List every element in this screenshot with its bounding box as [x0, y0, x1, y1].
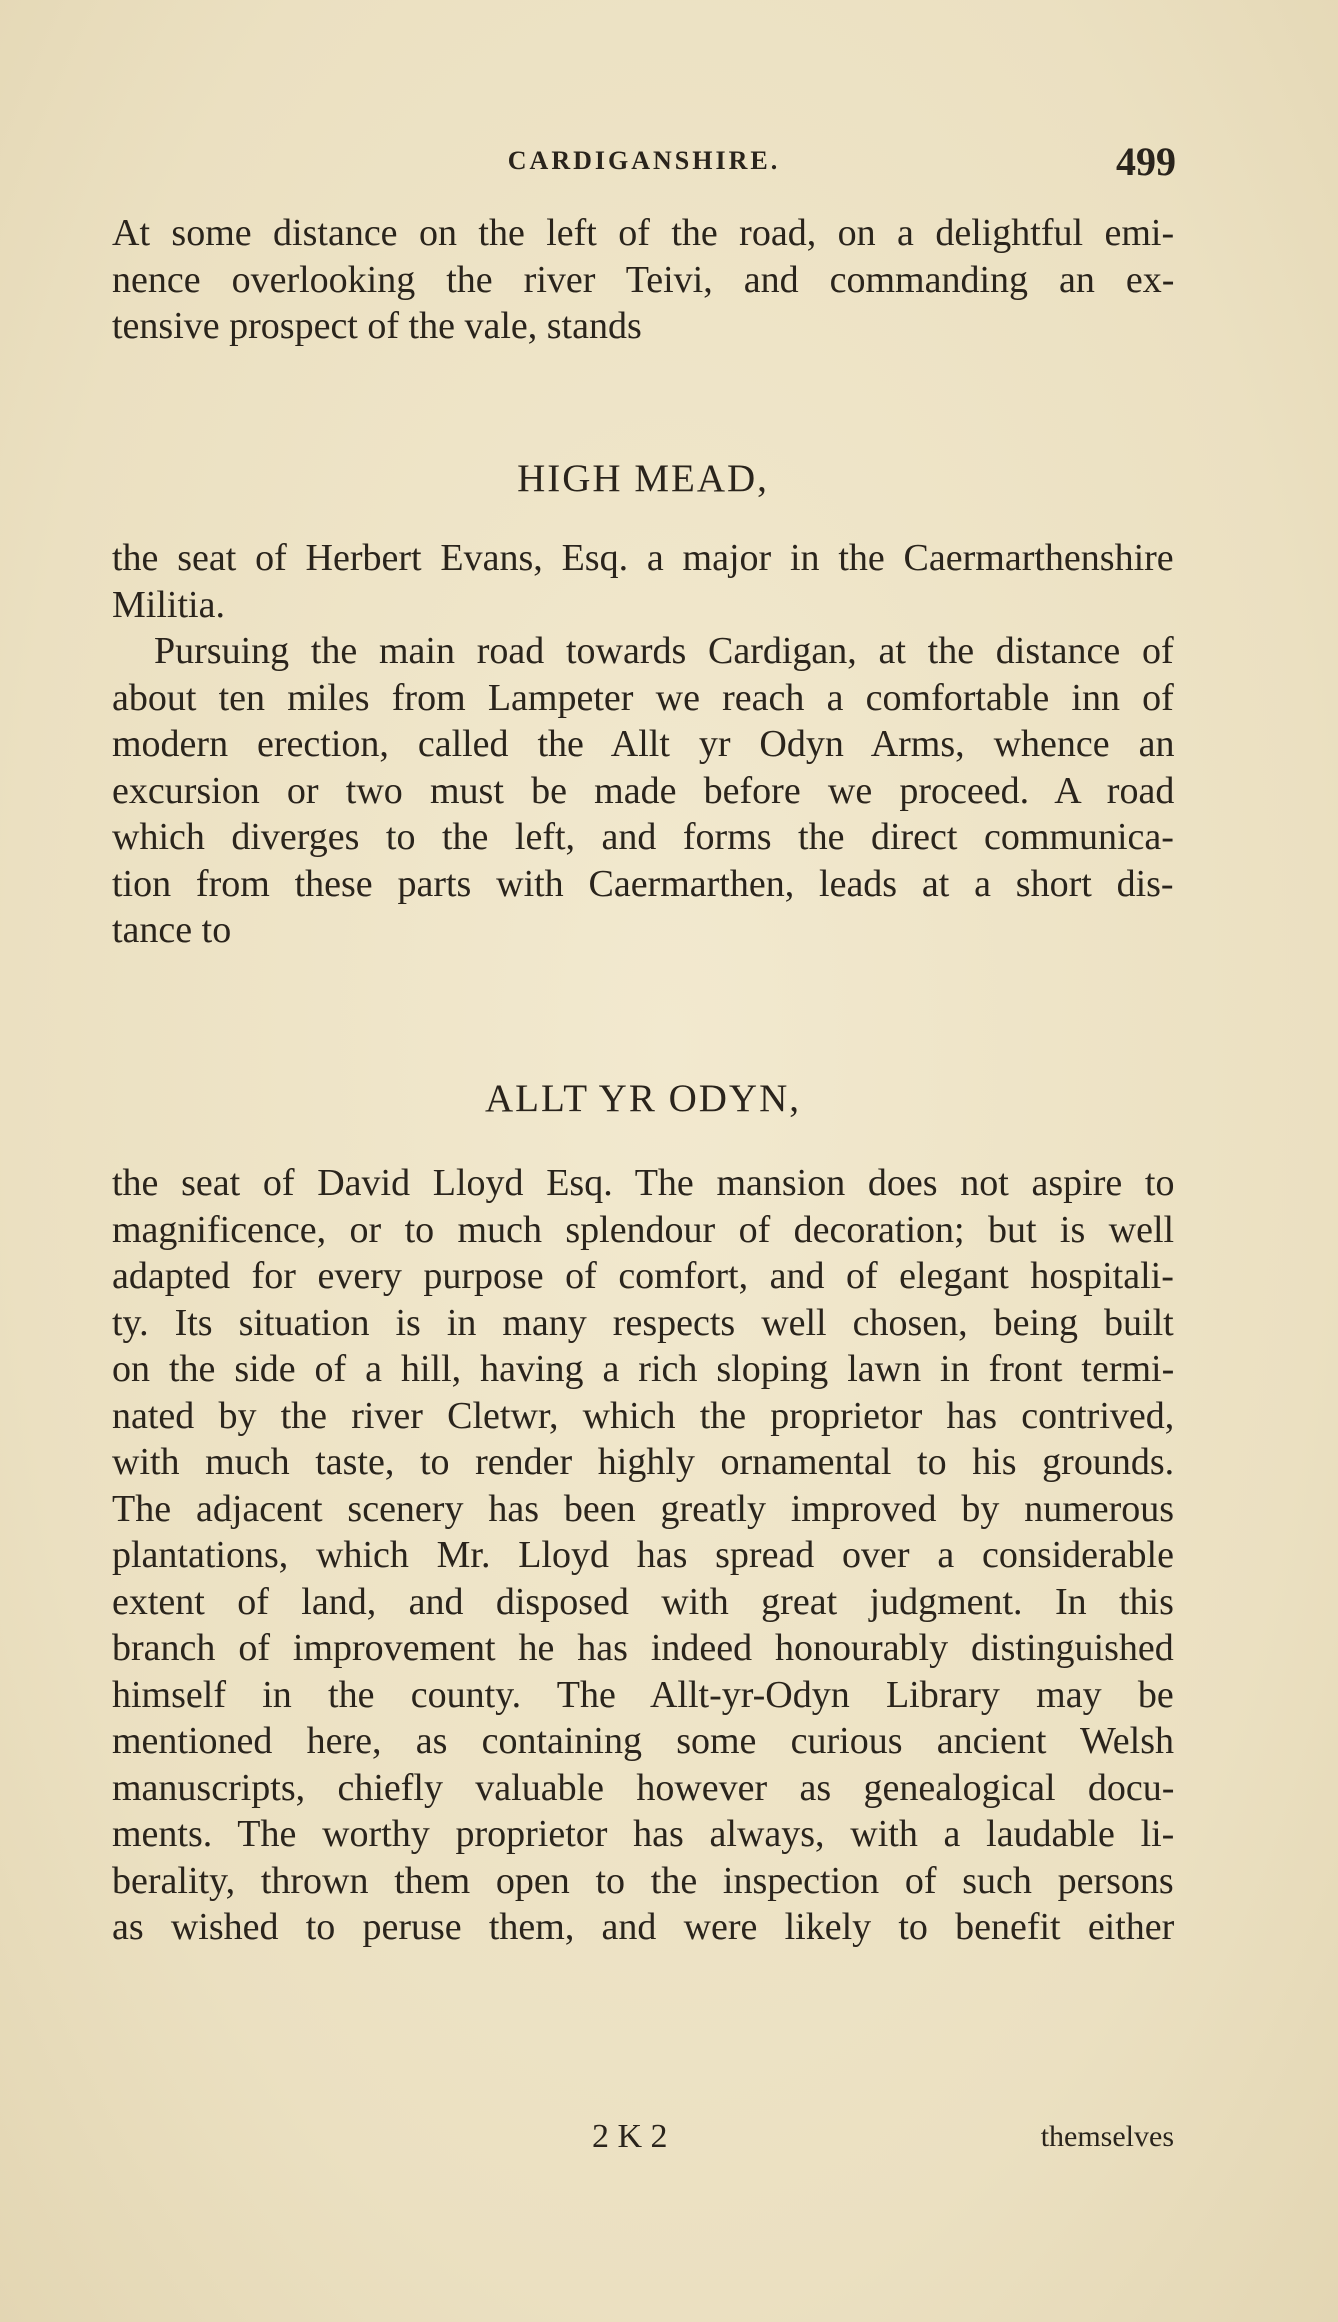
text-line: the seat of Herbert Evans, Esq. a major in the Caermarthenshire: [112, 537, 1174, 579]
signature-mark: 2 K 2: [592, 2118, 668, 2155]
text-line: modern erection, called the Allt yr Odyn Arms, whence an: [112, 723, 1175, 765]
text-line: Pursuing the main road towards Cardigan, at the distance of: [154, 630, 1174, 672]
page-number: 499: [1116, 139, 1176, 184]
section-heading-high-mead: HIGH MEAD,: [517, 457, 769, 500]
text-line: adapted for every purpose of comfort, and of elegant hospitali-: [112, 1255, 1174, 1297]
text-line: which diverges to the left, and forms the direct communica-: [112, 816, 1174, 858]
section-heading-allt-yr-odyn: ALLT YR ODYN,: [485, 1077, 801, 1120]
text-line: extent of land, and disposed with great judgment. In this: [112, 1580, 1174, 1623]
text-line: tion from these parts with Caermarthen, leads at a short dis-: [112, 862, 1174, 905]
text-line: as wished to peruse them, and were likely to benefit either: [112, 1906, 1175, 1948]
text-line: himself in the county. The Allt-yr-Odyn Library may be: [112, 1673, 1174, 1716]
text-line: manuscripts, chiefly valuable however as genealogical docu-: [112, 1766, 1175, 1809]
running-head: [112, 138, 1176, 184]
text-line: the seat of David Lloyd Esq. The mansion does not aspire to: [112, 1162, 1175, 1204]
text-line: tensive prospect of the vale, stands: [112, 305, 642, 347]
text-line: tance to: [112, 909, 232, 951]
text-line: nence overlooking the river Teivi, and commanding an ex-: [112, 258, 1175, 301]
text-line: Militia.: [112, 583, 225, 626]
paragraph-road: [112, 628, 1174, 954]
text-line: nated by the river Cletwr, which the proprietor has contrived,: [112, 1394, 1175, 1437]
text-line: on the side of a hill, having a rich sloping lawn in front termi-: [112, 1348, 1175, 1390]
text-line: mentioned here, as containing some curious ancient Welsh: [112, 1720, 1174, 1762]
running-title: CARDIGANSHIRE.: [507, 146, 781, 175]
text-line: The adjacent scenery has been greatly improved by numerous: [112, 1487, 1175, 1530]
text-line: berality, thrown them open to the inspection of such persons: [112, 1859, 1174, 1902]
text-line: about ten miles from Lampeter we reach a comfortable inn of: [112, 676, 1174, 719]
text-line: branch of improvement he has indeed honourably distinguished: [112, 1627, 1174, 1669]
text-line: excursion or two must be made before we proceed. A road: [112, 769, 1175, 812]
text-line: ments. The worthy proprietor has always, with a laudable li-: [112, 1813, 1175, 1855]
catchword: themselves: [1040, 2120, 1174, 2153]
paragraph-high-mead: [112, 535, 1174, 628]
text-line: magnificence, or to much splendour of decoration; but is well: [112, 1208, 1175, 1251]
text-line: with much taste, to render highly ornamental to his grounds.: [112, 1441, 1175, 1483]
paragraph-intro: [112, 210, 1174, 350]
paragraph-allt-yr-odyn: [112, 1160, 1174, 1951]
text-line: plantations, which Mr. Lloyd has spread over a considerable: [112, 1534, 1174, 1576]
text-line: At some distance on the left of the road, on a delightful emi-: [112, 212, 1175, 254]
text-line: ty. Its situation is in many respects well chosen, being built: [112, 1301, 1174, 1344]
footer-catchline: [112, 2118, 1174, 2162]
